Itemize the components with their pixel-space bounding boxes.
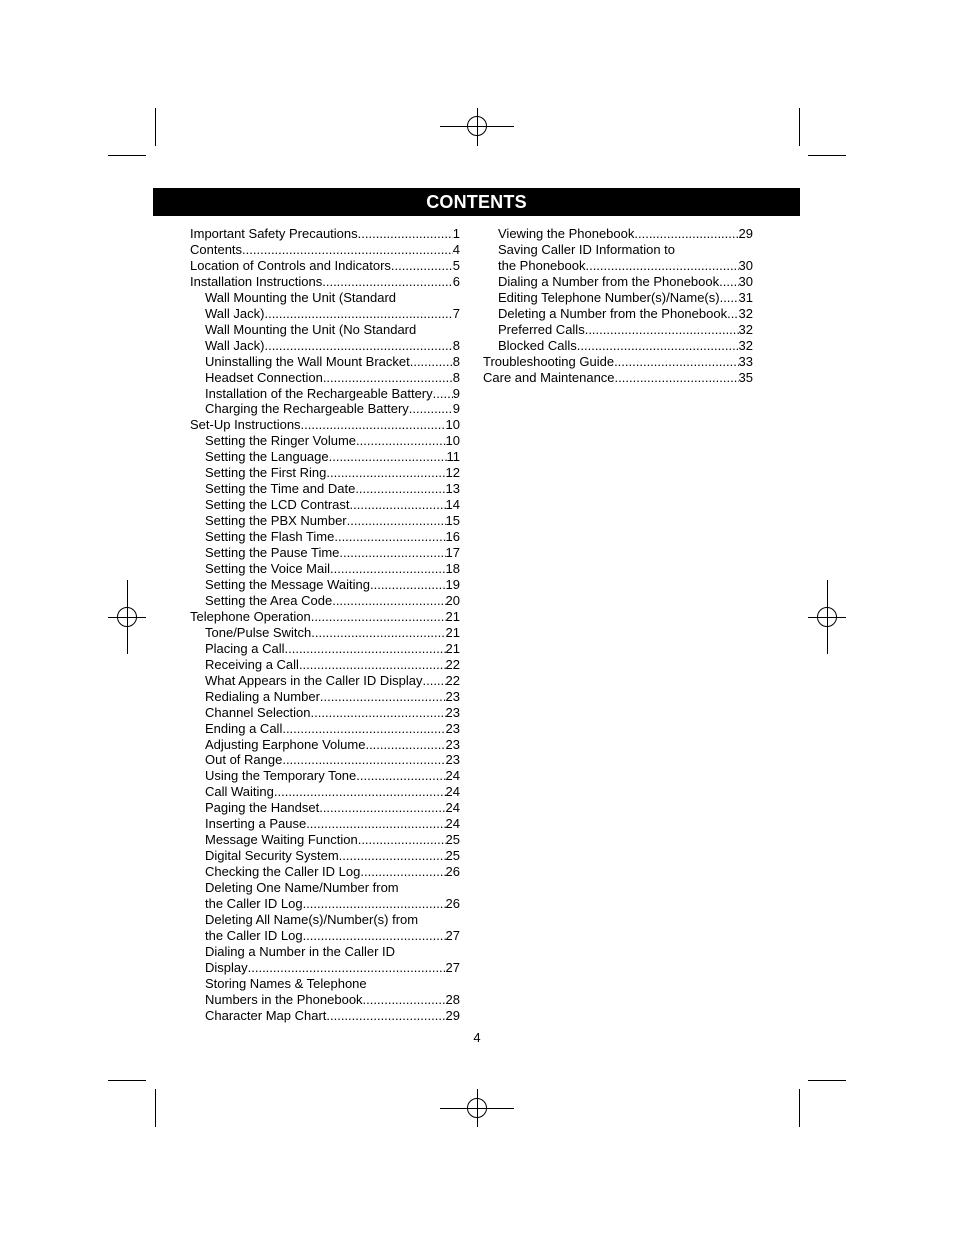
dot-leader [355,481,445,497]
toc-entry-page: 32 [738,321,753,337]
dot-leader [303,928,446,944]
toc-entry-title: Call Waiting [205,784,274,800]
toc-entry-page: 23 [445,752,460,768]
dot-leader [350,497,446,513]
toc-entry-page: 11 [446,449,460,465]
toc-entry [190,800,460,816]
toc-entry-page: 26 [445,864,460,880]
toc-entry-page: 35 [738,369,753,385]
dot-leader [614,354,738,370]
page-number: 4 [473,1030,481,1045]
toc-entry-title: Setting the LCD Contrast [205,497,350,513]
toc-entry [190,433,460,449]
toc-entry-title: Setting the Area Code [205,592,333,608]
toc-entry-page: 30 [738,257,753,273]
toc-entry [483,258,753,274]
toc-entry-title: Installation of the Rechargeable Battery [205,385,433,401]
dot-leader [409,401,453,417]
toc-entry [190,226,460,242]
toc-entry-page: 33 [738,353,753,369]
toc-entry [190,912,460,928]
toc-entry [190,258,460,274]
toc-entry-title: the Caller ID Log [205,927,303,943]
toc-entry-title: Checking the Caller ID Log [205,864,361,880]
toc-entry-page: 5 [452,257,460,273]
toc-entry-page: 16 [445,529,460,545]
dot-leader [585,258,738,274]
dot-leader [264,306,452,322]
toc-entry-title: Uninstalling the Wall Mount Bracket [205,353,410,369]
dot-leader [615,370,739,386]
toc-entry [190,928,460,944]
toc-entry-page: 23 [445,736,460,752]
toc-entry-title: Setting the Message Waiting [205,576,370,592]
toc-entry-title: Using the Temporary Tone [205,768,357,784]
toc-entry-title: Wall Mounting the Unit (Standard [205,289,397,305]
toc-entry [190,322,460,338]
dot-leader [356,768,445,784]
toc-entry [190,386,460,402]
toc-entry-page: 23 [445,720,460,736]
toc-entry-page: 29 [445,1007,460,1023]
toc-entry-page: 8 [452,369,460,385]
toc-entry-page: 29 [738,226,753,241]
toc-entry [190,577,460,593]
toc-entry [190,449,460,465]
dot-leader [365,737,445,753]
toc-entry-title: Setting the First Ring [205,465,327,481]
toc-entry-title: Message Waiting Function [205,832,358,848]
crop-mark [155,1089,156,1127]
crop-mark [799,108,800,146]
toc-entry [483,290,753,306]
toc-entry [190,880,460,896]
dot-leader [311,625,445,641]
dot-leader [264,338,452,354]
toc-entry [190,417,460,433]
toc-entry-title: Character Map Chart [205,1007,327,1023]
crop-mark [155,108,156,146]
toc-entry-title: Wall Mounting the Unit (No Standard [205,321,417,337]
dot-leader [360,864,445,880]
toc-entry-page: 1 [452,226,460,241]
toc-column-right [483,226,753,386]
toc-entry-page: 14 [445,497,460,513]
toc-entry [190,816,460,832]
toc-entry [190,992,460,1008]
toc-entry-title: Wall Jack) [205,305,265,321]
toc-entry [190,609,460,625]
dot-leader [727,306,738,322]
toc-entry-title: Setting the Flash Time [205,529,335,545]
toc-entry-page: 9 [452,385,460,401]
toc-entry-title: Out of Range [205,752,283,768]
toc-entry-page: 27 [445,927,460,943]
toc-entry-title: the Caller ID Log [205,896,303,912]
toc-entry [190,290,460,306]
toc-entry [190,545,460,561]
toc-entry [190,689,460,705]
toc-entry [190,864,460,880]
dot-leader [332,593,445,609]
dot-leader [311,609,446,625]
dot-leader [329,449,447,465]
dot-leader [311,705,446,721]
toc-entry-page: 13 [445,481,460,497]
dot-leader [339,848,446,864]
toc-entry-title: Setting the Ringer Volume [205,433,357,449]
dot-leader [326,465,445,481]
toc-entry [483,354,753,370]
dot-leader [720,290,739,306]
toc-entry [190,338,460,354]
toc-entry-title: Numbers in the Phonebook [205,991,363,1007]
dot-leader [391,258,453,274]
dot-leader [585,322,739,338]
toc-entry-title: Preferred Calls [498,321,585,337]
toc-entry-page: 4 [452,241,460,257]
toc-entry-title: What Appears in the Caller ID Display [205,672,423,688]
crop-mark [108,155,146,156]
toc-entry-title: Telephone Operation [190,608,311,624]
toc-entry-title: Wall Jack) [205,337,265,353]
dot-leader [282,721,445,737]
toc-entry [190,944,460,960]
toc-entry [190,641,460,657]
toc-entry [190,768,460,784]
dot-leader [248,960,446,976]
toc-entry-title: Saving Caller ID Information to [498,241,676,257]
toc-entry-page: 10 [445,433,460,449]
toc-entry [190,848,460,864]
crop-mark [808,155,846,156]
crop-mark [108,1080,146,1081]
toc-entry-title: Setting the Time and Date [205,481,356,497]
toc-entry-page: 7 [452,305,460,321]
dot-leader [282,752,445,768]
toc-entry [190,960,460,976]
toc-entry-page: 32 [738,305,753,321]
toc-entry-page: 8 [452,353,460,369]
toc-entry-page: 25 [445,848,460,864]
toc-entry [190,465,460,481]
toc-entry-title: Inserting a Pause [205,816,307,832]
toc-entry [190,625,460,641]
dot-leader [634,226,738,242]
dot-leader [301,417,446,433]
toc-entry-title: Important Safety Precautions [190,226,358,241]
toc-entry [190,705,460,721]
dot-leader [323,370,453,386]
toc-entry-title: Set-Up Instructions [190,417,301,433]
toc-entry [190,370,460,386]
toc-entry [190,513,460,529]
toc-entry-page: 26 [445,896,460,912]
toc-entry-title: Setting the PBX Number [205,513,347,529]
dot-leader [347,513,446,529]
toc-entry-title: Charging the Rechargeable Battery [205,401,409,417]
dot-leader [306,816,445,832]
toc-entry-title: Channel Selection [205,704,311,720]
page-title: CONTENTS [426,192,527,212]
toc-entry-title: Adjusting Earphone Volume [205,736,366,752]
toc-entry [190,896,460,912]
dot-leader [334,529,445,545]
toc-entry-page: 24 [445,800,460,816]
toc-entry-page: 10 [445,417,460,433]
toc-entry-page: 15 [445,513,460,529]
toc-entry-title: Receiving a Call [205,656,299,672]
toc-entry [190,784,460,800]
toc-entry [190,481,460,497]
toc-entry-page: 24 [445,768,460,784]
toc-entry-page: 22 [445,656,460,672]
toc-entry-page: 19 [445,576,460,592]
toc-entry [190,737,460,753]
dot-leader [577,338,739,354]
toc-entry [190,354,460,370]
toc-entry-title: Editing Telephone Number(s)/Name(s) [498,289,720,305]
toc-entry-title: Setting the Language [205,449,329,465]
dot-leader [339,545,445,561]
toc-entry-page: 9 [452,401,460,417]
toc-entry [190,306,460,322]
toc-entry-page: 25 [445,832,460,848]
dot-leader [358,226,453,242]
toc-entry-page: 24 [445,784,460,800]
toc-entry [190,497,460,513]
toc-entry [483,226,753,242]
toc-entry [483,322,753,338]
dot-leader [422,673,445,689]
toc-entry [483,338,753,354]
toc-entry-title: Dialing a Number from the Phonebook [498,273,720,289]
toc-column-left [190,226,460,1024]
toc-entry-title: Dialing a Number in the Caller ID [205,943,396,959]
dot-leader [719,274,738,290]
toc-entry-title: Placing a Call [205,640,285,656]
toc-entry-page: 17 [445,545,460,561]
toc-entry-title: Paging the Handset [205,800,320,816]
toc-entry [190,242,460,258]
dot-leader [330,561,446,577]
toc-entry [190,1008,460,1024]
dot-leader [363,992,446,1008]
dot-leader [370,577,446,593]
toc-entry-page: 20 [445,592,460,608]
toc-entry-page: 23 [445,704,460,720]
toc-entry-page: 12 [445,465,460,481]
toc-entry-title: Installation Instructions [190,273,323,289]
dot-leader [322,274,453,290]
toc-entry-title: the Phonebook [498,257,586,273]
toc-entry-page: 21 [445,640,460,656]
toc-entry-page: 30 [738,273,753,289]
toc-entry-title: Storing Names & Telephone [205,975,367,991]
dot-leader [320,689,446,705]
toc-entry-title: Ending a Call [205,720,283,736]
toc-entry-page: 31 [738,289,753,305]
toc-entry-page: 22 [445,672,460,688]
toc-entry [190,673,460,689]
toc-entry-page: 21 [445,608,460,624]
toc-entry-page: 32 [738,337,753,353]
toc-entry [483,242,753,258]
toc-entry-page: 27 [445,959,460,975]
toc-entry-title: Setting the Voice Mail [205,561,331,577]
toc-entry-title: Deleting One Name/Number from [205,880,399,896]
toc-entry [190,561,460,577]
toc-entry-title: Deleting a Number from the Phonebook [498,305,728,321]
contents-title-banner [153,188,800,216]
toc-entry-title: Redialing a Number [205,688,320,704]
dot-leader [410,354,453,370]
toc-entry-page: 6 [452,273,460,289]
crop-mark [808,1080,846,1081]
toc-entry-title: Contents [190,241,243,257]
toc-entry-page: 24 [445,816,460,832]
toc-entry-title: Location of Controls and Indicators [190,257,391,273]
dot-leader [303,896,446,912]
toc-entry-title: Troubleshooting Guide [483,353,615,369]
dot-leader [356,433,445,449]
toc-entry-page: 23 [445,688,460,704]
toc-entry [190,593,460,609]
toc-entry [483,306,753,322]
toc-entry [190,401,460,417]
toc-entry [483,370,753,386]
toc-entry-page: 18 [445,561,460,577]
dot-leader [319,800,445,816]
toc-entry [190,721,460,737]
toc-entry [190,832,460,848]
toc-entry-title: Tone/Pulse Switch [205,624,312,640]
dot-leader [285,641,446,657]
toc-entry [483,274,753,290]
dot-leader [299,657,446,673]
toc-entry [190,529,460,545]
toc-entry-page: 21 [445,624,460,640]
toc-entry-title: Setting the Pause Time [205,545,340,561]
toc-entry-page: 8 [452,337,460,353]
toc-entry-title: Headset Connection [205,369,323,385]
toc-entry [190,976,460,992]
toc-entry-title: Blocked Calls [498,337,577,353]
toc-entry-page: 28 [445,991,460,1007]
toc-entry [190,752,460,768]
toc-entry-title: Digital Security System [205,848,339,864]
dot-leader [274,784,446,800]
dot-leader [242,242,453,258]
toc-entry [190,657,460,673]
dot-leader [358,832,446,848]
toc-entry [190,274,460,290]
toc-entry-title: Display [205,959,248,975]
toc-entry-title: Care and Maintenance [483,369,615,385]
toc-entry-title: Viewing the Phonebook [498,226,635,241]
crop-mark [799,1089,800,1127]
dot-leader [326,1008,445,1024]
toc-entry-title: Deleting All Name(s)/Number(s) from [205,911,419,927]
dot-leader [433,386,453,402]
